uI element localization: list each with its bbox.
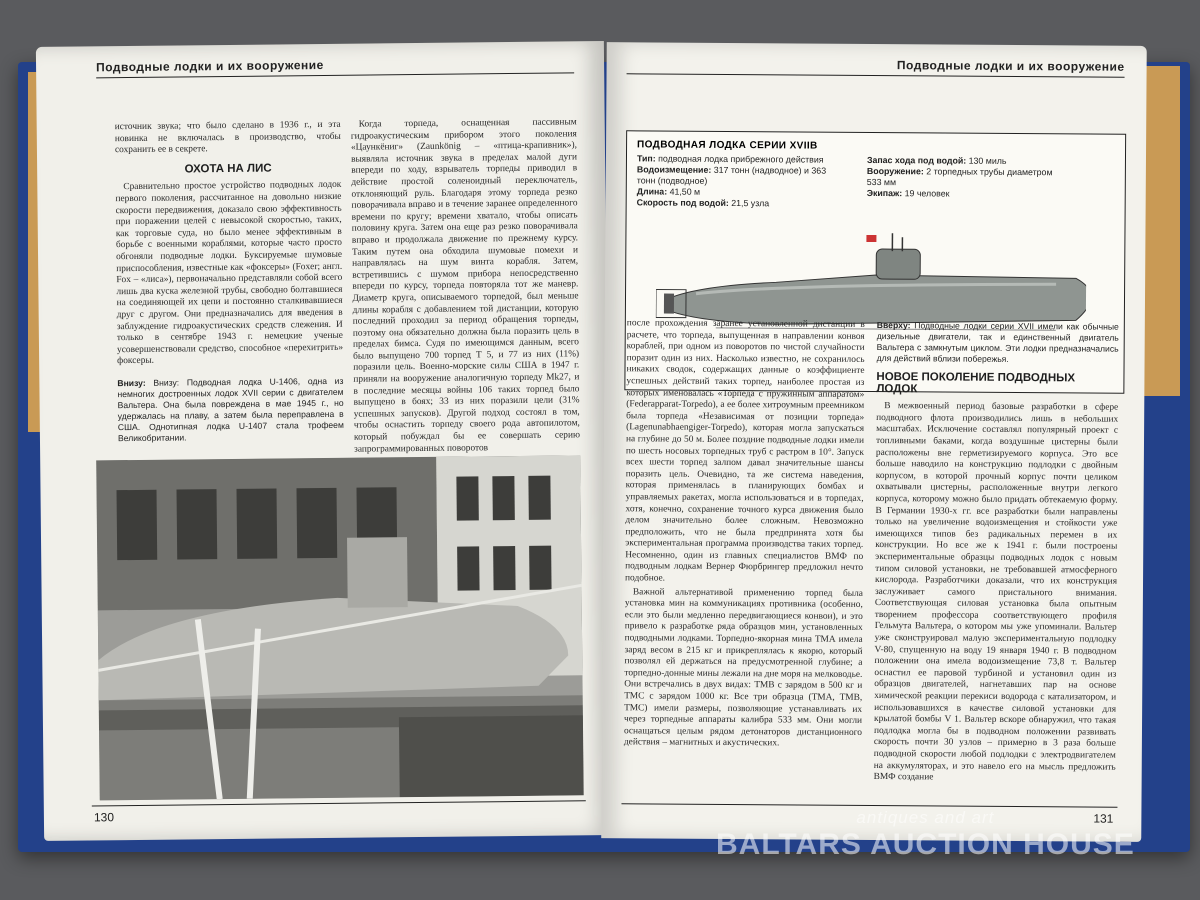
section-title-fox-hunt: ОХОТА НА ЛИС — [184, 162, 272, 176]
spec-row: Тип: подводная лодка прибрежного действия — [636, 153, 824, 165]
watermark-line2: BALTARS AUCTION HOUSE — [716, 828, 1135, 861]
right-page — [601, 42, 1147, 842]
submarine-photo — [96, 455, 584, 800]
spec-row: Скорость под водой: 21,5 узла — [636, 197, 770, 209]
right-new-generation-paragraph: В межвоенный период базовые разработки в сфере подводного флота производились лишь в небольших масштабах. Исключение составлял популярный проект с топливными баками, когда воздушные цистерны были расположены вне герметизируемого корпуса. Это все больше наводило на конструкцию подлодки с двойным корпусом, в которой прочный корпус почти целиком охватывали цистерны, расположенные внутри легкого корпуса, которому можно было придать обтекаемую форму. В Германии 1930-х гг. все разработки были направлены только на увеличение водоизмещения и стойкости уже имеющихся типов без радикальных перемен в их конструкции. Но все же к 1941 г. были построены экспериментальные образцы подводных лодок с новым типом силовой установки, не требовавшей атмосферного кислорода. Разработчики доказали, что их конструкция заслуживает самого пристального внимания. Соответствующая силовая установка была опытным творением профессора соответствующего профиля Гельмута Вальтера, о котором мы уже упоминали. Вальтер уже сконструировал малую экспериментальную подлодку V-80, спущенную на воду 19 января 1940 г. В подводном положении она имела водоизмещение 73,8 т. Вальтер оснастил ее паровой турбиной и установил один из образцов двигателей, нагнетавших пар на основе химической реакции перекиси водорода с катализатором, и использовавшихся в качестве силовой установки для крылатой бомбы V 1. Вальтер вскоре обнаружил, что такая подлодка могла бы в подводном положении развивать скорость почти 30 узлов – примерно в 3 раза больше подводной скорости любой подлодки с электродвигателем на аккумуляторах, и это навело его на мысль предложить ВМФ создание — [873, 401, 1119, 783]
drawing-caption — [877, 320, 1119, 366]
left-running-header: Подводные лодки и их вооружение — [96, 55, 574, 78]
right-page-number: 131 — [1093, 811, 1114, 826]
spec-row: Экипаж: 19 человек — [866, 187, 950, 199]
left-footer-rule — [92, 800, 586, 806]
right-running-header: Подводные лодки и их вооружение — [627, 56, 1125, 77]
left-intro-text: источник звука; что было сделано в 1936 г., и эта новинка не включалась в производство, чтобы сохранить ее в секрете. — [114, 119, 341, 156]
right-torpedo-continuation: после прохождения заранее установленной дистанции в расчете, что торпеда, выпущенная в направлении конвоя кораблей, при одном из поворотов по чистой случайности поразит один из них. Насколько известно, не сохранилось никаких сводок, содержащих данные о коэффициенте успешных действий таких торпед, наиболее простая из которых именовалась «Торпеда с пружинным аппаратом» (Federapparat-Torpedo), а ее более хитроумным преемником была торпеда «Независимая от позиции торпеда» (Lagenunabhaengiger-Torpedo), которая могла запускаться на глубине до 50 м. Более поздние подводные лодки имели по шесть носовых торпедных труб с растром в 10°. Запуск всех шести торпед залпом давал значительные шансы поразить цель. Очевидно, та же система наведения, которая применялась в планирующих бомбах и управляемых ракетах, могла использоваться и в торпедах, хотя, конечно, сохранение точного курса движения было делом значительно более сложным. Невозможно предположить, что не была предпринята хотя бы экспериментальная программа производства таких торпед. Несомненно, один из главных специалистов ВМФ по подводным лодкам Вернер Фюрбрингер предложил нечто подобное. — [625, 318, 865, 584]
drawing-caption-lead: Вверху: — [876, 320, 911, 331]
left-fox-paragraph: Сравнительно простое устройство подводных лодок первого поколения, рассчитанное на довольно низкие скорости передвижения, доказало свою эффективность при поражении целей с невысокой скоростью, таких, как торговые суда, но было менее эффективным в борьбе с военными кораблями, которые часто просто обгоняли подводные лодки. Буксируемые шумовые приспособления, известные как «фоксеры» (Foxer; англ. Fox – «лиса»), первоначально представляли собой всего лишь два куска железной трубы, свободно болтавшиеся на соединяющей их цепи и постоянно сталкивавшиеся друг с другом. Они предназначались для введения в заблуждение гидроакустических средств слежения. И только в сентябре 1943 г. немецкие ученые усовершенствовали средство, способное «перехитрить» фоксеры. — [115, 180, 344, 367]
drawing-caption-text: Подводные лодки серии XVII имели как обычные дизельные двигатели, так и единственный двигатель Вальтера с замкнутым циклом. Эти лодки предназначались для действий вблизи побережья. — [876, 320, 1119, 364]
left-page-number: 130 — [93, 810, 115, 825]
spec-right-column — [867, 155, 1057, 200]
left-column-2 — [351, 117, 581, 458]
photo-caption — [117, 376, 344, 444]
right-mines-paragraph: Важной альтернативой применению торпед была установка мин на коммуникациях противника (особенно, если это были медленно передвигающиеся конвои), и это привело к разработке ряда образцов мин, установленных подводными лодками. Торпедно-якорная мина ТМА имела заряд весом в 215 кг и прикреплялась к якорю, который позволял ей держаться на предусмотренной глубине; а торпедно-донные мины лежали на дне моря на мелководье. Они встречались в двух видах: ТМВ с зарядом в 500 кг и ТМС с зарядом 1000 кг. Все три образца (ТМА, ТМВ, ТМС) имели размеры, позволяющие устанавливать их через торпедные аппараты калибра 533 мм. Они могли оснащаться целым рядом детонаторов дистанционного действия – магнитных и акустических. — [623, 586, 863, 749]
section-title-new-generation: НОВОЕ ПОКОЛЕНИЕ ПОДВОДНЫХ ЛОДОК — [876, 371, 1076, 395]
left-page — [36, 41, 612, 841]
auction-watermark — [716, 808, 1135, 862]
spec-row: Вооружение: 2 торпедных трубы диаметром 533 мм — [866, 165, 1053, 188]
photo-caption-text: Внизу: Подводная лодка U-1406, одна из немногих достроенных лодок XVII серии с двигателем Вальтера. Она была повреждена в мае 1945 г., но удержалась на плаву, а затем была переправлена в США. Однотипная лодка U-1407 стала трофеем Великобритании. — [117, 375, 344, 444]
left-torpedo-paragraph: Когда торпеда, оснащенная пассивным гидроакустическим прибором этого поколения «Цаункёниг» (Zaunkönig – «птица-крапивник»), выявляла источник звука в пределах малой дуги впереди по ходу, взрыватель торпеды приводил в действие простой соленоидный переключатель, отклоняющий руль. Благодаря этому торпеда резко поворачивала вправо и в течение заранее определенного времени по кругу; времени хватало, чтобы описать половину круга. Затем она еще раз резко поворачивала вправо и продолжала движение по прежнему курсу. Таким путем она обходила шумовые помехи и направлялась на шум винта корабля. Затем, встретившись с шумом прибора непосредственно впереди по курсу, торпеда повторяла тот же маневр. Диаметр круга, описываемого торпедой, был меньше длины корабля с добавлением той дистанции, которую последний проходил за период обращения торпеды, поэтому она обязательно должна была поразить цель в пределах бимса. Судя по имеющимся данным, всего было выпущено 700 торпед Т 5, и 77 из них (11%) поразили цель. Военно-морские силы США в 1947 г. приняли на вооружение аналогичную торпеду Mk27, и в последние месяцы войны 106 таких торпед было выпущено в боях; 33 из них поразили цели (31% успешных запусков). Другой подход состоял в том, чтобы оснастить торпеду своего рода автопилотом, который побуждал бы ее совершать серию запрограммированных поворотов — [350, 117, 581, 455]
spec-row: Длина: 41,50 м — [636, 186, 701, 197]
left-column-1 — [115, 120, 344, 444]
submarine-photo-graphic — [96, 455, 584, 800]
spec-row: Запас хода под водой: 130 миль — [866, 154, 1007, 166]
spec-row: Водоизмещение: 317 тонн (надводное) и 363 тонн (подводное) — [636, 164, 827, 186]
right-column-1 — [624, 318, 865, 753]
spec-title: ПОДВОДНАЯ ЛОДКА СЕРИИ XVIIB — [637, 139, 818, 152]
right-column-2 — [874, 320, 1119, 787]
spec-left-column — [637, 153, 847, 209]
watermark-line1: antiques and art — [856, 808, 995, 827]
photo-caption-lead: Внизу: — [117, 377, 146, 389]
